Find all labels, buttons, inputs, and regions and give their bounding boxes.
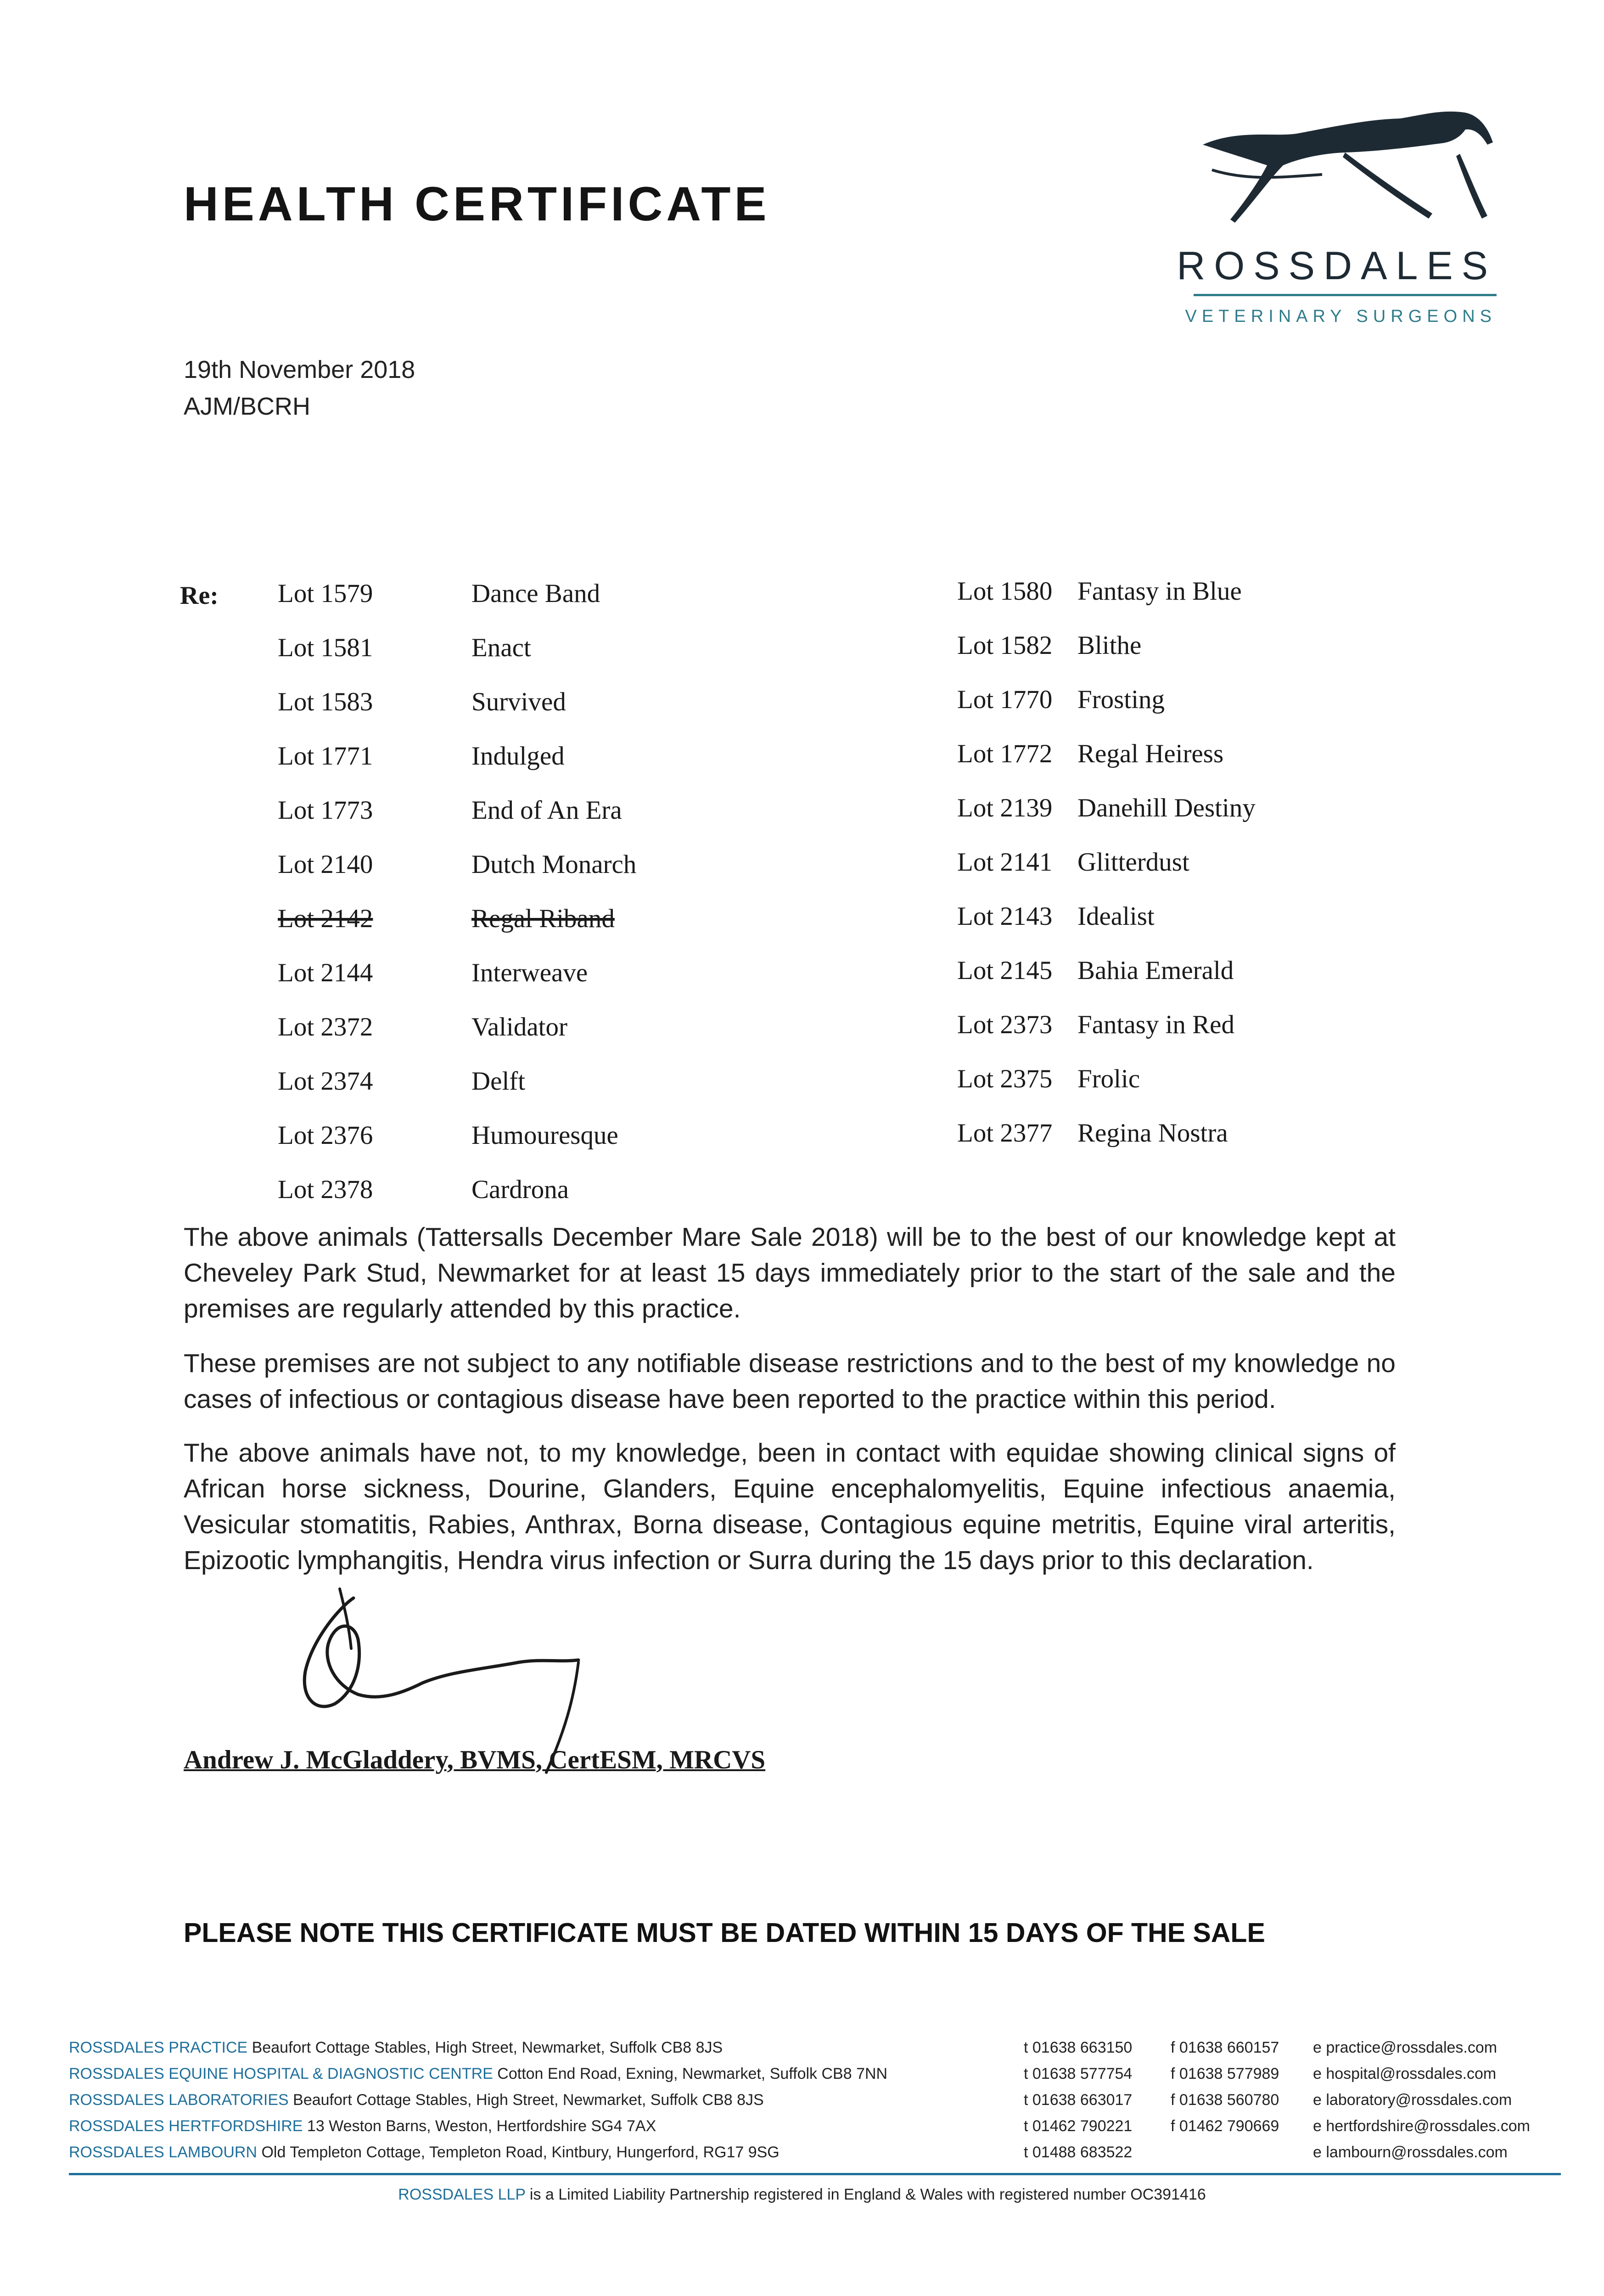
- lot-number: Lot 1582: [957, 631, 1053, 660]
- logo-subtitle: VETERINARY SURGEONS: [1185, 307, 1497, 326]
- horse-name: Enact: [471, 633, 531, 662]
- paragraph-restrictions: These premises are not subject to any notifiable disease restrictions and to the best of my knowledge no cases of infectious or contagious disease have been reported to the practice within this period.: [184, 1349, 1396, 1414]
- footer-row: [69, 2065, 1538, 2092]
- office-email: e lambourn@rossdales.com: [1313, 2144, 1508, 2161]
- horse-name: Fantasy in Red: [1077, 1010, 1234, 1039]
- letter-meta: [184, 351, 415, 425]
- office-name: ROSSDALES PRACTICE: [69, 2039, 248, 2056]
- office-phone: t 01638 663017: [1024, 2091, 1133, 2109]
- lot-number: Lot 2373: [957, 1010, 1053, 1039]
- horse-name: Idealist: [1077, 902, 1155, 931]
- office-fax: f 01638 577989: [1171, 2065, 1279, 2082]
- logo-wordmark: ROSSDALES: [1177, 244, 1497, 288]
- office-address: Beaufort Cottage Stables, High Street, Newmarket, Suffolk CB8 8JS: [252, 2039, 723, 2056]
- office-email: e laboratory@rossdales.com: [1313, 2091, 1512, 2109]
- horse-name: Humouresque: [471, 1121, 618, 1150]
- document-title: HEALTH CERTIFICATE: [184, 177, 770, 231]
- lot-number: Lot 2141: [957, 848, 1053, 877]
- lot-number: Lot 1773: [278, 796, 373, 825]
- horse-name: Interweave: [471, 958, 588, 987]
- office-phone: t 01638 577754: [1024, 2065, 1133, 2082]
- letter-reference: AJM/BCRH: [184, 393, 311, 420]
- paragraph-premises: The above animals (Tattersalls December Mare Sale 2018) will be to the best of our knowledge kept at Cheveley Park Stud, Newmarket for at least 15 days immediately prior to the start of the sale and the premises are regularly attended by this practice.: [184, 1222, 1396, 1323]
- office-name: ROSSDALES LAMBOURN: [69, 2144, 257, 2161]
- lot-number: Lot 1579: [278, 579, 373, 608]
- horse-name: Fantasy in Blue: [1077, 577, 1242, 606]
- lot-number: Lot 1771: [278, 742, 373, 771]
- footer-row: [69, 2091, 1538, 2118]
- office-email: e practice@rossdales.com: [1313, 2039, 1497, 2056]
- footer-row: [69, 2117, 1538, 2144]
- office-email: e hertfordshire@rossdales.com: [1313, 2117, 1530, 2135]
- office-name: ROSSDALES HERTFORDSHIRE: [69, 2117, 303, 2135]
- footer-divider: [69, 2173, 1561, 2175]
- horse-name: Frosting: [1077, 685, 1165, 714]
- horse-name: Dance Band: [471, 579, 600, 608]
- lot-number: Lot 2378: [278, 1175, 373, 1204]
- lot-number: Lot 2377: [957, 1119, 1053, 1148]
- horse-name: End of An Era: [471, 796, 622, 825]
- lot-number: Lot 1580: [957, 577, 1053, 606]
- office-name: ROSSDALES EQUINE HOSPITAL & DIAGNOSTIC CENTRE: [69, 2065, 493, 2082]
- horse-name: Glitterdust: [1077, 848, 1189, 877]
- logo-divider: [1194, 294, 1497, 296]
- lot-number: Lot 2372: [278, 1013, 373, 1041]
- horse-name: Danehill Destiny: [1077, 793, 1256, 822]
- footer-row: [69, 2144, 1538, 2170]
- lot-number: Lot 2142: [278, 904, 373, 933]
- footer-row: [69, 2039, 1538, 2065]
- horse-name: Indulged: [471, 742, 565, 771]
- horse-logo-icon: [1184, 101, 1497, 248]
- lot-number: Lot 2140: [278, 850, 373, 879]
- signatory-name: Andrew J. McGladdery, BVMS, CertESM, MRCVS: [184, 1745, 766, 1774]
- lot-number: Lot 1772: [957, 739, 1053, 768]
- letter-date: 19th November 2018: [184, 356, 415, 383]
- horse-name: Bahia Emerald: [1077, 956, 1234, 985]
- horse-name: Survived: [471, 687, 566, 716]
- lot-number: Lot 2376: [278, 1121, 373, 1150]
- horse-name: Dutch Monarch: [471, 850, 637, 879]
- horse-name: Cardrona: [471, 1175, 569, 1204]
- horse-name: Regina Nostra: [1077, 1119, 1228, 1148]
- office-fax: f 01462 790669: [1171, 2117, 1279, 2135]
- horse-name: Validator: [471, 1013, 567, 1041]
- llp-text: is a Limited Liability Partnership registered in England & Wales with registered number OC391416: [529, 2186, 1206, 2203]
- office-email: e hospital@rossdales.com: [1313, 2065, 1497, 2082]
- horse-name: Blithe: [1077, 631, 1142, 660]
- office-address: Old Templeton Cottage, Templeton Road, Kintbury, Hungerford, RG17 9SG: [261, 2144, 780, 2161]
- office-address: Beaufort Cottage Stables, High Street, Newmarket, Suffolk CB8 8JS: [293, 2091, 764, 2109]
- horse-name: Regal Riband: [471, 904, 615, 933]
- office-phone: t 01638 663150: [1024, 2039, 1133, 2056]
- office-fax: f 01638 560780: [1171, 2091, 1279, 2109]
- lot-number: Lot 2143: [957, 902, 1053, 931]
- lot-number: Lot 2144: [278, 958, 373, 987]
- office-address: Cotton End Road, Exning, Newmarket, Suffolk CB8 7NN: [497, 2065, 888, 2082]
- horse-name: Delft: [471, 1067, 526, 1096]
- paragraph-contact: The above animals have not, to my knowledge, been in contact with equidae showing clinical signs of African horse sickness, Dourine, Glanders, Equine encephalomyelitis, Equine infectious anaemia, Vesicular stomatitis, Rabies, Anthrax, Borna disease, Contagious equine metritis, Equine viral arteritis, Epizootic lymphangitis, Hendra virus infection or Surra during the 15 days prior to this declaration.: [184, 1438, 1396, 1575]
- re-label: Re:: [180, 581, 219, 610]
- lot-number: Lot 2139: [957, 793, 1053, 822]
- lot-number: Lot 2375: [957, 1064, 1053, 1093]
- horse-name: Regal Heiress: [1077, 739, 1224, 768]
- lot-number: Lot 1770: [957, 685, 1053, 714]
- lot-number: Lot 2145: [957, 956, 1053, 985]
- lot-number: Lot 1583: [278, 687, 373, 716]
- llp-statement: [0, 2186, 1604, 2204]
- office-fax: f 01638 660157: [1171, 2039, 1279, 2056]
- horse-name: Frolic: [1077, 1064, 1140, 1093]
- office-phone: t 01488 683522: [1024, 2144, 1133, 2161]
- office-address: 13 Weston Barns, Weston, Hertfordshire SG4 7AX: [307, 2117, 656, 2135]
- certificate-notice: PLEASE NOTE THIS CERTIFICATE MUST BE DATED WITHIN 15 DAYS OF THE SALE: [184, 1918, 1265, 1948]
- office-name: ROSSDALES LABORATORIES: [69, 2091, 289, 2109]
- lot-number: Lot 1581: [278, 633, 373, 662]
- lot-number: Lot 2374: [278, 1067, 373, 1096]
- office-phone: t 01462 790221: [1024, 2117, 1133, 2135]
- llp-name: ROSSDALES LLP: [398, 2186, 526, 2203]
